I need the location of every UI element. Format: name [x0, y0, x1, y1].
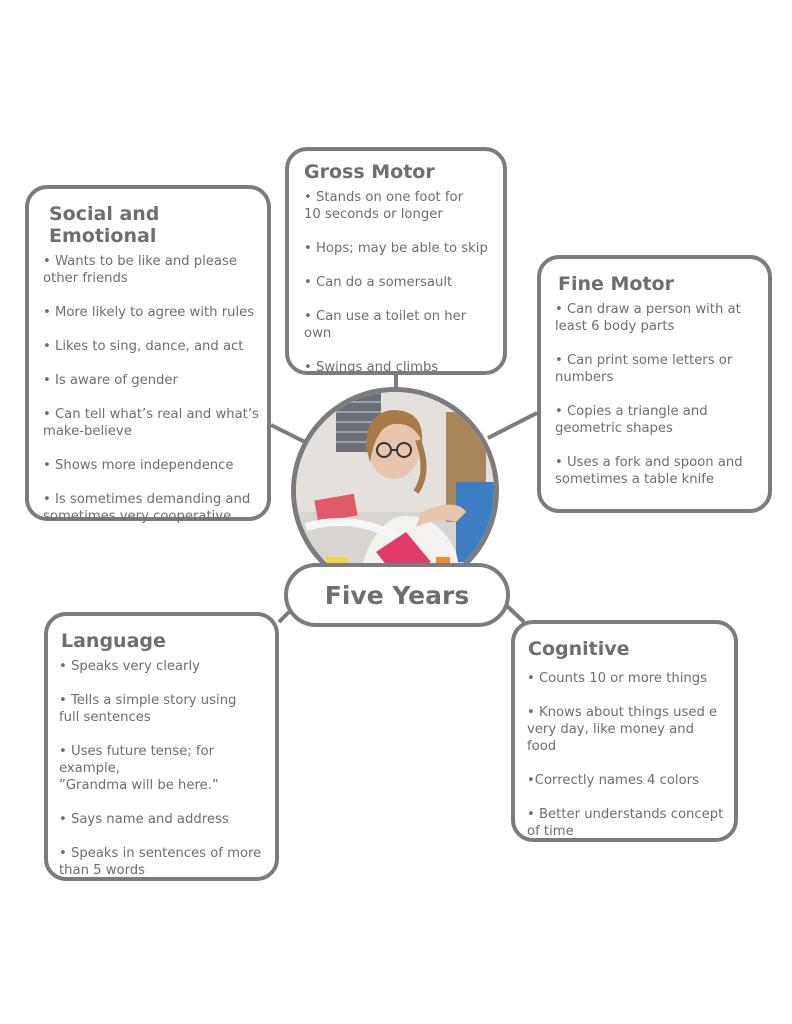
fine-motor-title: Fine Motor — [558, 273, 674, 295]
fine-motor-item: • Can draw a person with at least 6 body parts — [555, 302, 741, 334]
gross-motor-item: • Swings and climbs — [304, 360, 439, 375]
language-item: • Speaks very clearly — [59, 659, 200, 674]
cognitive-item: • Better understands concept of time — [527, 807, 724, 839]
center-title: Five Years — [284, 563, 510, 627]
social-emotional-item: • Likes to sing, dance, and act — [43, 339, 244, 354]
fine-motor-card — [537, 255, 772, 513]
social-emotional-item: • Can tell what’s real and what’s make-believe — [43, 407, 259, 439]
language-item: • Tells a simple story using full sentences — [59, 693, 237, 725]
gross-motor-item: • Stands on one foot for 10 seconds or longer — [304, 190, 464, 222]
cognitive-item: • Counts 10 or more things — [527, 671, 707, 686]
social-emotional-item: • More likely to agree with rules — [43, 305, 255, 320]
fine-motor-item: • Copies a triangle and geometric shapes — [555, 404, 708, 436]
language-title: Language — [61, 630, 166, 652]
fine-motor-item: • Uses a fork and spoon and sometimes a table knife — [555, 455, 743, 487]
gross-motor-item: • Can use a toilet on her own — [304, 309, 467, 341]
connector-fine-motor — [488, 413, 537, 438]
cognitive-item: • Knows about things used e very day, like money and food — [527, 705, 718, 754]
cognitive-item: •Correctly names 4 colors — [527, 773, 699, 788]
social-emotional-item: • Is aware of gender — [43, 373, 178, 388]
cognitive-title: Cognitive — [528, 638, 630, 660]
social-emotional-card — [25, 185, 271, 524]
social-emotional-item: • Wants to be like and please other friends — [43, 254, 237, 286]
language-item: • Speaks in sentences of more than 5 words — [59, 846, 262, 878]
gross-motor-item: • Can do a somersault — [304, 275, 453, 290]
cognitive-card — [511, 620, 738, 842]
gross-motor-item: • Hops; may be able to skip — [304, 241, 488, 256]
language-item: • Uses future tense; for example, ”Grandma will be here.” — [59, 744, 219, 793]
gross-motor-card — [285, 147, 507, 375]
social-emotional-item: • Is sometimes demanding and sometimes very cooperative — [43, 492, 251, 524]
gross-motor-title: Gross Motor — [304, 161, 435, 183]
language-card — [44, 612, 279, 881]
fine-motor-item: • Can print some letters or numbers — [555, 353, 733, 385]
social-emotional-item: • Shows more independence — [43, 458, 234, 473]
language-item: • Says name and address — [59, 812, 229, 827]
child-crafting-illustration — [296, 392, 494, 590]
social-emotional-title: Social and Emotional — [49, 203, 160, 247]
connector-social-emotional — [271, 425, 305, 442]
connector-cognitive — [507, 606, 524, 622]
